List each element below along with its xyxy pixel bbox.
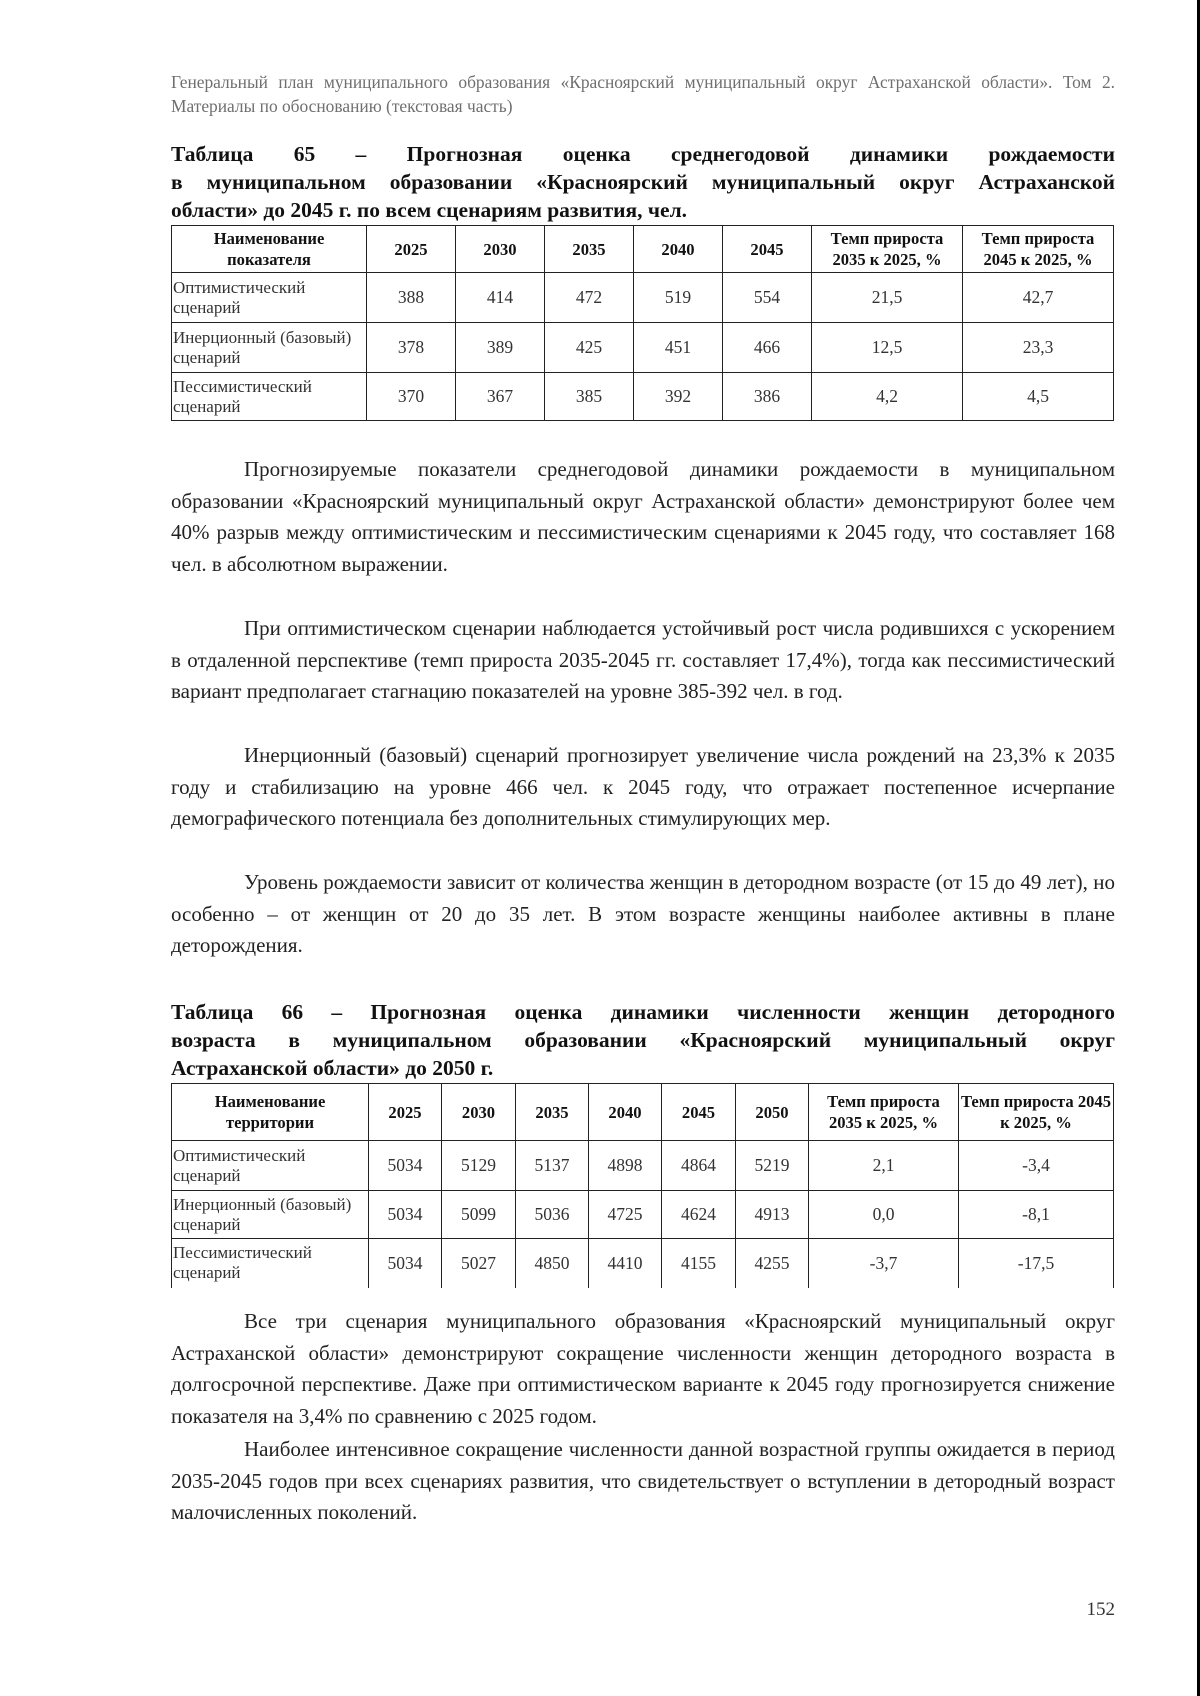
column-header: Темп прироста 2035 к 2025, % xyxy=(809,1084,959,1141)
paragraph xyxy=(171,454,1115,581)
caption-line: Астраханской области» до 2050 г. xyxy=(171,1056,494,1080)
table-cell: 425 xyxy=(545,323,634,373)
table-cell: 0,0 xyxy=(809,1191,959,1239)
table-cell: -3,7 xyxy=(809,1239,959,1288)
column-header: 2030 xyxy=(442,1084,516,1141)
table-cell: 386 xyxy=(723,373,812,421)
table-cell: 389 xyxy=(456,323,545,373)
table-cell: -8,1 xyxy=(959,1191,1114,1239)
caption-line: возраста в муниципальном образовании «Красноярский муниципальный округ xyxy=(171,1028,1115,1052)
table-cell: 4624 xyxy=(662,1191,736,1239)
column-header: Темп прироста 2035 к 2025, % xyxy=(812,226,963,273)
table-cell: 554 xyxy=(723,273,812,323)
page-number: 152 xyxy=(1086,1599,1115,1620)
paragraph-text: Все три сценария муниципального образования «Красноярский муниципальный округ Астраханской области» демонстрируют сокращение численности женщин детородного возраста в долгосрочной перспективе. Даже при оптимистическом варианте к 2045 году прогнозируется снижение показателя на 3,4% по сравнению с 2025 годом. xyxy=(171,1309,1115,1429)
caption-line: Таблица 65 – Прогнозная оценка среднегодовой динамики рождаемости xyxy=(171,142,1115,166)
table-cell: 370 xyxy=(367,373,456,421)
table-row xyxy=(172,373,1114,421)
table-cell: 5034 xyxy=(369,1239,442,1288)
table-cell: 367 xyxy=(456,373,545,421)
caption-line: Таблица 66 – Прогнозная оценка динамики численности женщин детородного xyxy=(171,1000,1115,1024)
table-cell: 385 xyxy=(545,373,634,421)
paragraph-text: Наиболее интенсивное сокращение численности данной возрастной группы ожидается в период 2035-2045 годов при всех сценариях развития, что свидетельствует о вступлении в детородный возраст малочисленных поколений. xyxy=(171,1437,1115,1525)
table-66-caption xyxy=(171,998,1115,1082)
table-row xyxy=(172,1239,1114,1288)
row-label: Пессимистический сценарий xyxy=(172,1239,369,1288)
column-header: 2050 xyxy=(736,1084,809,1141)
table-cell: 4255 xyxy=(736,1239,809,1288)
paragraph-text: Инерционный (базовый) сценарий прогнозирует увеличение числа рождений на 23,3% к 2035 году и стабилизацию на уровне 466 чел. к 2045 году, что отражает постепенное исчерпание демографического потенциала без дополнительных стимулирующих мер. xyxy=(171,743,1115,831)
column-header: 2045 xyxy=(723,226,812,273)
column-header: Наименование показателя xyxy=(172,226,367,273)
table-cell: 5137 xyxy=(516,1141,589,1191)
table-header-row xyxy=(172,226,1114,273)
paragraph-text: При оптимистическом сценарии наблюдается устойчивый рост числа родившихся с ускорением в отдаленной перспективе (темп прироста 2035-2045 гг. составляет 17,4%), тогда как пессимистический вариант предполагает стагнацию показателей на уровне 385-392 чел. в год. xyxy=(171,616,1115,704)
table-cell: -3,4 xyxy=(959,1141,1114,1191)
row-label: Инерционный (базовый) сценарий xyxy=(172,323,367,373)
table-cell: 392 xyxy=(634,373,723,421)
column-header: Темп прироста 2045 к 2025, % xyxy=(963,226,1114,273)
table-cell: 4725 xyxy=(589,1191,662,1239)
table-cell: 466 xyxy=(723,323,812,373)
table-cell: 5036 xyxy=(516,1191,589,1239)
paragraph-text: Уровень рождаемости зависит от количества женщин в детородном возрасте (от 15 до 49 лет), но особенно – от женщин от 20 до 35 лет. В этом возрасте женщины наиболее активны в плане деторождения. xyxy=(171,870,1115,958)
table-cell: 472 xyxy=(545,273,634,323)
paragraph xyxy=(171,613,1115,708)
table-cell: 414 xyxy=(456,273,545,323)
table-cell: 5219 xyxy=(736,1141,809,1191)
table-cell: 378 xyxy=(367,323,456,373)
caption-line: в муниципальном образовании «Красноярский муниципальный округ Астраханской xyxy=(171,170,1115,194)
table-cell: 4850 xyxy=(516,1239,589,1288)
column-header: Наименование территории xyxy=(172,1084,369,1141)
caption-line: области» до 2045 г. по всем сценариям развития, чел. xyxy=(171,198,687,222)
column-header: 2045 xyxy=(662,1084,736,1141)
table-cell: 4410 xyxy=(589,1239,662,1288)
row-label: Оптимистический сценарий xyxy=(172,1141,369,1191)
paragraph xyxy=(171,1434,1115,1529)
paragraph xyxy=(171,740,1115,835)
table-65-caption xyxy=(171,140,1115,224)
column-header: 2035 xyxy=(516,1084,589,1141)
column-header: 2030 xyxy=(456,226,545,273)
table-cell: 5034 xyxy=(369,1141,442,1191)
table-cell: 21,5 xyxy=(812,273,963,323)
table-row xyxy=(172,1191,1114,1239)
table-cell: 5099 xyxy=(442,1191,516,1239)
table-row xyxy=(172,273,1114,323)
column-header: 2040 xyxy=(589,1084,662,1141)
table-cell: 4,5 xyxy=(963,373,1114,421)
table-cell: 4913 xyxy=(736,1191,809,1239)
column-header: 2035 xyxy=(545,226,634,273)
table-cell: 12,5 xyxy=(812,323,963,373)
row-label: Пессимистический сценарий xyxy=(172,373,367,421)
paragraph-text: Прогнозируемые показатели среднегодовой динамики рождаемости в муниципальном образовании «Красноярский муниципальный округ Астраханской области» демонстрируют более чем 40% разрыв между оптимистическим и пессимистическим сценариями к 2045 году, что составляет 168 чел. в абсолютном выражении. xyxy=(171,457,1115,577)
table-cell: 388 xyxy=(367,273,456,323)
table-cell: 4898 xyxy=(589,1141,662,1191)
table-cell: 4155 xyxy=(662,1239,736,1288)
table-cell: 4864 xyxy=(662,1141,736,1191)
table-cell: -17,5 xyxy=(959,1239,1114,1288)
paragraph xyxy=(171,1306,1115,1433)
paragraph xyxy=(171,867,1115,962)
running-header: Генеральный план муниципального образования «Красноярский муниципальный округ Астраханской области». Том 2. Материалы по обоснованию (текстовая часть) xyxy=(171,72,1115,116)
column-header: 2040 xyxy=(634,226,723,273)
table-cell: 5027 xyxy=(442,1239,516,1288)
table-cell: 42,7 xyxy=(963,273,1114,323)
table-cell: 23,3 xyxy=(963,323,1114,373)
table-cell: 5129 xyxy=(442,1141,516,1191)
table-row xyxy=(172,323,1114,373)
table-cell: 519 xyxy=(634,273,723,323)
column-header: Темп прироста 2045 к 2025, % xyxy=(959,1084,1114,1141)
table-65 xyxy=(171,225,1114,421)
column-header: 2025 xyxy=(367,226,456,273)
table-cell: 5034 xyxy=(369,1191,442,1239)
table-header-row xyxy=(172,1084,1114,1141)
table-cell: 451 xyxy=(634,323,723,373)
row-label: Инерционный (базовый) сценарий xyxy=(172,1191,369,1239)
table-row xyxy=(172,1141,1114,1191)
table-cell: 4,2 xyxy=(812,373,963,421)
row-label: Оптимистический сценарий xyxy=(172,273,367,323)
table-66 xyxy=(171,1083,1114,1288)
table-cell: 2,1 xyxy=(809,1141,959,1191)
column-header: 2025 xyxy=(369,1084,442,1141)
